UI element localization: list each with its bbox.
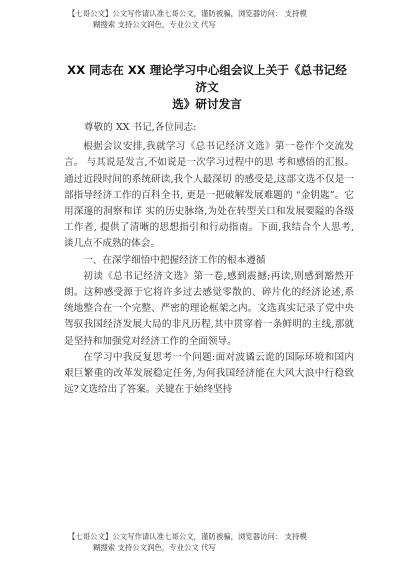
title-line-1: XX 同志在 XX 理论学习中心组会议上关于《总书记经济文	[67, 63, 347, 94]
footer-line-1: 【七哥公文】公文写作请认准七哥公文，谨防被骗，浏览器访问： 支持模	[68, 532, 307, 541]
title-line-2: 选》研讨发言	[172, 97, 242, 111]
header-line-1: 【七哥公文】公文写作请认准七哥公文，谨防被骗，浏览器访问： 支持模	[68, 9, 307, 18]
document-title	[62, 62, 352, 113]
paragraph-body-1: 初读《总书记经济文选》第一卷,感到震撼;再读,则感到豁然开朗。这种感受源于它将许多过去感觉零散的、碎片化的经济论述,系统地整合在一个完整、严密的理论框架之内。文选真实记录了党中央驾驭我国经济发展大局的非凡历程,其中贯穿着一条鲜明的主线,那就是坚持和加强党对经济工作的全面领导。	[64, 270, 354, 347]
header-line-2: 糊搜索 支持公文润色，专业公文 代写	[93, 20, 216, 29]
salutation: 尊敬的 XX 书记,各位同志:	[84, 122, 197, 133]
paragraph-intro: 根据会议安排,我就学习《总书记经济文选》第一卷作个交流发言。 与其说是发言,不如说是一次学习过程中的思 考和感悟的汇报。通过近段时间的系统研读,我个人最深切 的感受是,这部文选不仅是一部指导经济工作的百科全书, 更是一把破解发展难题的 “金钥匙”。它用深邃的洞察和详 实的历史脉络,为处在转型关口和发展要隘的各级工作者, 提供了清晰的思想指引和行动指南。下面,我结合个人思考,谈几点不成熟的体会。	[64, 141, 354, 250]
page-header-notice	[68, 8, 358, 30]
page-footer-notice	[68, 531, 358, 553]
footer-line-2: 糊搜索 支持公文润色，专业公文 代写	[93, 543, 216, 552]
paragraph-body-2: 在学习中我反复思考一个问题:面对波谲云诡的国际环境和国内艰巨繁重的改革发展稳定任务,为何我国经济能在大风大浪中行稳致远?文选给出了答案。关键在于始终坚持	[64, 351, 354, 396]
section-heading-1: 一、在深学细悟中把握经济工作的根本遵循	[83, 254, 266, 266]
document-body	[64, 120, 354, 398]
